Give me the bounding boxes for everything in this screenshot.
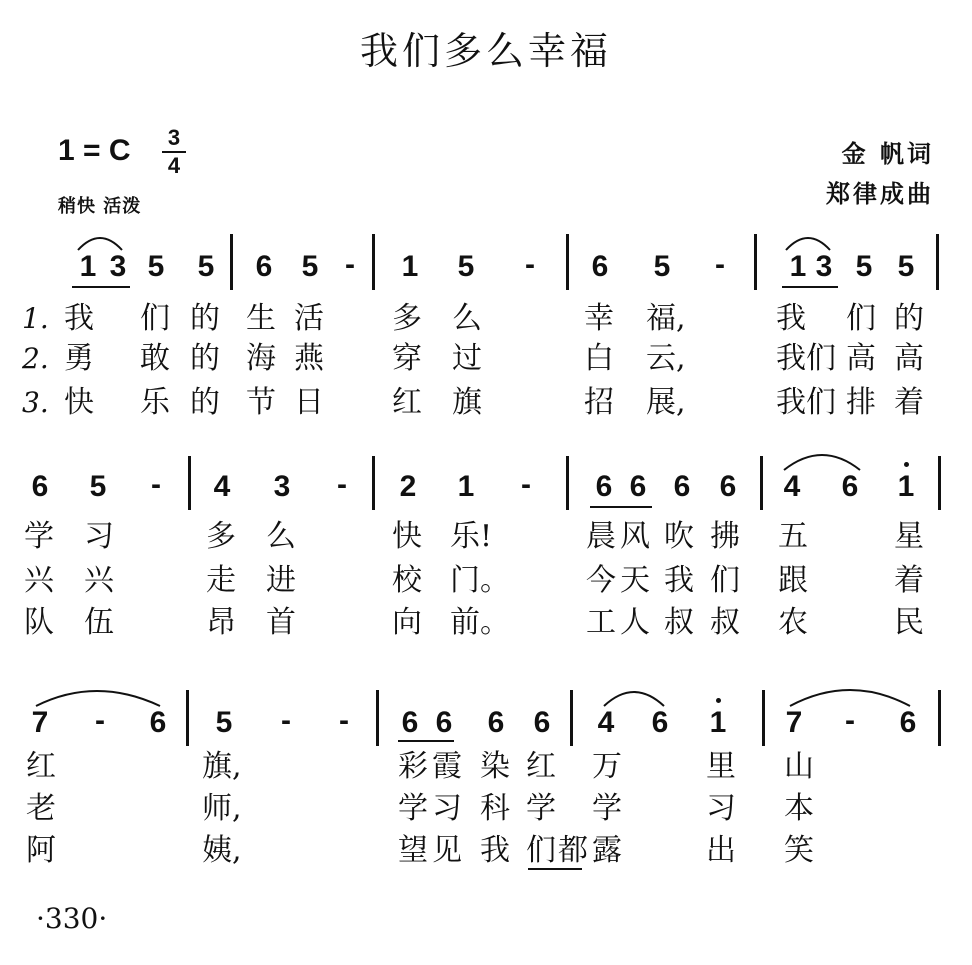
lyric: 进 <box>266 563 296 598</box>
lyric: 队 <box>24 605 54 640</box>
note: - <box>715 248 725 281</box>
note: 1 <box>401 250 419 283</box>
lyric: 拂 <box>710 519 740 554</box>
note: - <box>845 704 855 737</box>
lyric: 跟 <box>778 563 808 598</box>
time-signature-top: 3 <box>167 125 181 150</box>
lyric: 的 <box>894 301 924 336</box>
note: 5 <box>897 250 915 283</box>
note: - <box>151 468 161 501</box>
note: - <box>525 248 535 281</box>
lyric: 活 <box>294 301 324 336</box>
page-number: ·330· <box>36 902 108 935</box>
note: 6 <box>31 470 49 503</box>
composer-credit: 郑律成曲 <box>826 179 934 208</box>
lyric: 今 <box>586 563 616 598</box>
note: 5 <box>301 250 319 283</box>
note: 6 <box>255 250 273 283</box>
lyric: 伍 <box>84 605 114 640</box>
lyric: 前。 <box>450 605 510 640</box>
lyric: 首 <box>266 605 296 640</box>
lyric: 校 <box>392 563 422 598</box>
lyric: 工 <box>586 605 616 640</box>
note: 1 <box>457 470 475 503</box>
lyric: 么 <box>452 301 482 336</box>
lyric: 叔 <box>664 605 694 640</box>
lyric: 敢 <box>140 341 170 376</box>
lyric: 老 <box>26 791 56 826</box>
lyric: 天 <box>620 563 650 598</box>
lyric: 晨 <box>586 519 616 554</box>
lyric: 我们 <box>776 385 836 420</box>
tempo-marking: 稍快 活泼 <box>58 196 142 217</box>
note: 6 <box>533 706 551 739</box>
lyric: 姨, <box>202 833 242 868</box>
lyric: 彩 <box>398 749 428 784</box>
lyric: 本 <box>784 791 814 826</box>
lyric: 着 <box>894 385 924 420</box>
note: 6 <box>149 706 167 739</box>
lyricist-credit: 金 帆词 <box>841 139 934 168</box>
lyric: 海 <box>246 341 276 376</box>
lyric: 我们 <box>776 341 836 376</box>
lyric: 生 <box>246 301 276 336</box>
note: 6 <box>651 706 669 739</box>
key-signature: 1 = C <box>58 134 131 167</box>
note: 4 <box>213 470 231 503</box>
note: - <box>337 468 347 501</box>
lyric: 们 <box>846 301 876 336</box>
note: 7 <box>31 706 49 739</box>
lyric: 过 <box>452 341 482 376</box>
lyric: 昂 <box>206 605 236 640</box>
lyric: 习 <box>84 519 114 554</box>
note: 1 <box>789 250 807 283</box>
lyric: 排 <box>846 385 876 420</box>
slur <box>786 238 830 250</box>
note: 5 <box>147 250 165 283</box>
lyric: 么 <box>266 519 296 554</box>
note: 5 <box>215 706 233 739</box>
lyric: 学 <box>526 791 556 826</box>
lyric: 都 <box>558 833 588 868</box>
lyric: 笑 <box>784 833 814 868</box>
note: 5 <box>653 250 671 283</box>
note: - <box>95 704 105 737</box>
note: 7 <box>785 706 803 739</box>
note: - <box>345 248 355 281</box>
lyric: 五 <box>778 519 808 554</box>
lyric: 福, <box>646 301 686 336</box>
lyric: 乐! <box>450 519 493 554</box>
lyric: 农 <box>778 605 808 640</box>
lyric: 穿 <box>392 341 422 376</box>
note: 1 <box>79 250 97 283</box>
lyric: 兴 <box>84 563 114 598</box>
lyric: 云, <box>646 341 686 376</box>
note: 5 <box>89 470 107 503</box>
note: 6 <box>629 470 647 503</box>
note: 6 <box>487 706 505 739</box>
lyric: 的 <box>190 385 220 420</box>
lyric: 的 <box>190 341 220 376</box>
lyric: 多 <box>206 519 236 554</box>
lyric: 快 <box>64 385 94 420</box>
lyric: 学 <box>24 519 54 554</box>
note: - <box>281 704 291 737</box>
slur <box>784 455 860 470</box>
lyric: 门。 <box>450 563 510 598</box>
lyric: 风 <box>620 519 650 554</box>
lyric: 们 <box>526 833 556 868</box>
lyric: 走 <box>206 563 236 598</box>
lyric: 快 <box>392 519 422 554</box>
note: - <box>521 468 531 501</box>
lyric: 白 <box>584 341 614 376</box>
lyric: 勇 <box>64 341 94 376</box>
song-title: 我们多么幸福 <box>359 29 612 73</box>
note: 5 <box>855 250 873 283</box>
lyric: 山 <box>784 749 814 784</box>
lyric: 红 <box>526 749 556 784</box>
lyric: 们 <box>140 301 170 336</box>
lyric: 的 <box>190 301 220 336</box>
lyric: 阿 <box>26 833 56 868</box>
lyric: 高 <box>846 341 876 376</box>
lyric: 我 <box>480 833 510 868</box>
lyric: 出 <box>706 833 736 868</box>
slur <box>790 690 910 706</box>
lyric: 望 <box>398 833 428 868</box>
note: 5 <box>197 250 215 283</box>
lyric: 向 <box>392 605 422 640</box>
lyric: 幸 <box>584 301 614 336</box>
lyric: 旗, <box>202 749 242 784</box>
lyric: 师, <box>202 791 242 826</box>
lyric: 乐 <box>140 385 170 420</box>
lyric: 学 <box>592 791 622 826</box>
lyric: 高 <box>894 341 924 376</box>
lyric: 叔 <box>710 605 740 640</box>
lyric: 万 <box>592 749 622 784</box>
lyric: 红 <box>392 385 422 420</box>
lyric: 习 <box>706 791 736 826</box>
lyric: 民 <box>894 605 924 640</box>
verse-number: 2. <box>22 342 49 375</box>
lyric: 我 <box>64 301 94 336</box>
note: 4 <box>597 706 615 739</box>
note: 6 <box>591 250 609 283</box>
slur <box>604 692 664 706</box>
note: 6 <box>841 470 859 503</box>
note-high: 1 <box>704 706 732 740</box>
lyric: 展, <box>646 385 686 420</box>
lyric: 人 <box>620 605 650 640</box>
lyric: 染 <box>480 749 510 784</box>
lyric: 吹 <box>664 519 694 554</box>
lyric: 们 <box>710 563 740 598</box>
lyric: 兴 <box>24 563 54 598</box>
time-signature-bottom: 4 <box>167 153 181 178</box>
lyric: 见 <box>432 833 462 868</box>
lyric: 星 <box>894 519 924 554</box>
slur <box>36 691 160 706</box>
lyric: 我 <box>664 563 694 598</box>
note: 3 <box>273 470 291 503</box>
note: 2 <box>399 470 417 503</box>
lyric: 日 <box>294 385 324 420</box>
lyric: 习 <box>432 791 462 826</box>
lyric: 里 <box>706 749 736 784</box>
lyric: 燕 <box>294 341 324 376</box>
lyric: 科 <box>480 791 510 826</box>
note: 3 <box>109 250 127 283</box>
verse-number: 3. <box>22 386 49 419</box>
lyric: 露 <box>592 833 622 868</box>
lyric: 招 <box>584 385 614 420</box>
lyric: 节 <box>246 385 276 420</box>
note: 6 <box>401 706 419 739</box>
lyric: 霞 <box>432 749 462 784</box>
lyric: 我 <box>776 301 806 336</box>
lyric: 红 <box>26 749 56 784</box>
note: 3 <box>815 250 833 283</box>
verse-number: 1. <box>22 302 49 335</box>
note: 4 <box>783 470 801 503</box>
note: 6 <box>899 706 917 739</box>
note: 5 <box>457 250 475 283</box>
lyric: 多 <box>392 301 422 336</box>
slur <box>78 238 122 250</box>
lyric: 着 <box>894 563 924 598</box>
lyric: 学 <box>398 791 428 826</box>
note: 6 <box>673 470 691 503</box>
note: 6 <box>435 706 453 739</box>
note: - <box>339 704 349 737</box>
note: 6 <box>719 470 737 503</box>
note: 6 <box>595 470 613 503</box>
lyric: 旗 <box>452 385 482 420</box>
note-high: 1 <box>892 470 920 504</box>
